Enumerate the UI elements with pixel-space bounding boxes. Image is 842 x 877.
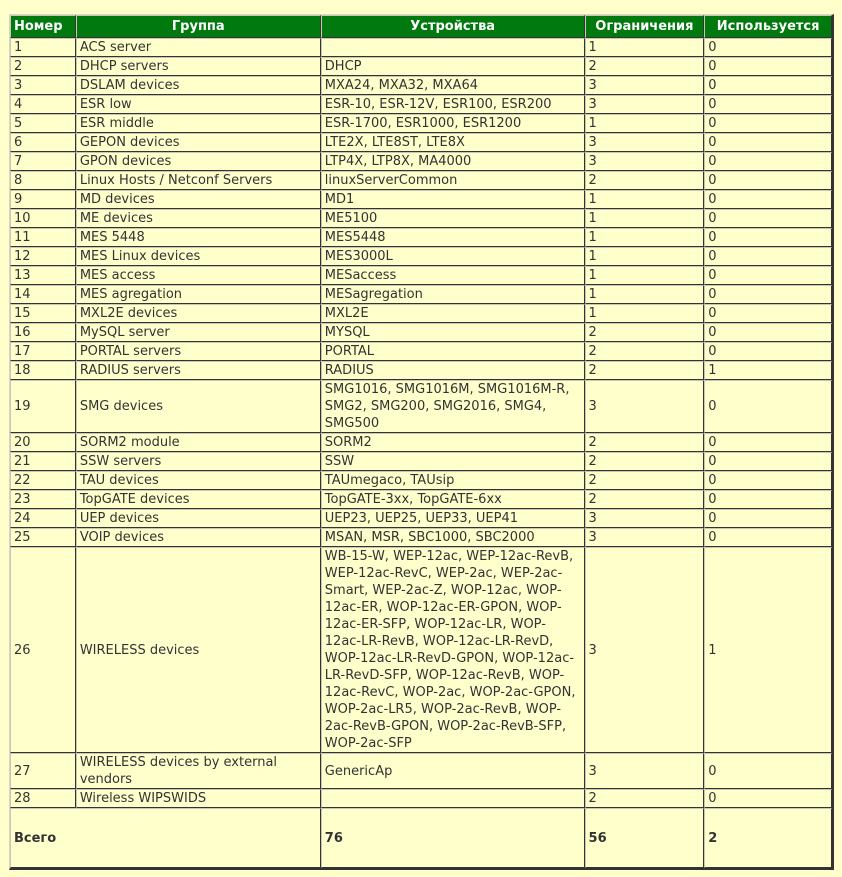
cell-number: 7 (10, 152, 76, 171)
license-groups-table (9, 14, 834, 870)
cell-used: 0 (704, 95, 832, 114)
total-used: 2 (704, 808, 832, 868)
table-row (10, 323, 832, 342)
cell-used: 0 (704, 509, 832, 528)
cell-group: MES access (76, 266, 321, 285)
table-row (10, 452, 832, 471)
cell-limits: 1 (585, 114, 705, 133)
cell-group: WIRELESS devices by external vendors (76, 753, 321, 789)
cell-group: GPON devices (76, 152, 321, 171)
cell-used: 1 (704, 361, 832, 380)
cell-limits: 3 (585, 95, 705, 114)
table-row (10, 285, 832, 304)
cell-number: 8 (10, 171, 76, 190)
cell-devices: ME5100 (321, 209, 585, 228)
cell-number: 12 (10, 247, 76, 266)
cell-limits: 2 (585, 452, 705, 471)
cell-devices: MXL2E (321, 304, 585, 323)
cell-limits: 1 (585, 38, 705, 57)
cell-group: ACS server (76, 38, 321, 57)
table-row (10, 76, 832, 95)
total-label: Всего (10, 808, 321, 868)
cell-group: SMG devices (76, 380, 321, 433)
cell-devices: PORTAL (321, 342, 585, 361)
header-devices: Устройства (321, 15, 585, 38)
cell-group: SSW servers (76, 452, 321, 471)
total-devices: 76 (321, 808, 585, 868)
cell-number: 3 (10, 76, 76, 95)
cell-number: 17 (10, 342, 76, 361)
cell-used: 0 (704, 789, 832, 808)
cell-devices (321, 38, 585, 57)
cell-limits: 2 (585, 323, 705, 342)
cell-devices: WB-15-W, WEP-12ac, WEP-12ac-RevB, WEP-12ac-RevC, WEP-2ac, WEP-2ac-Smart, WEP-2ac-Z, WOP-12ac, WOP-12ac-ER, WOP-12ac-ER-GPON, WOP-12ac-ER-SFP, WOP-12ac-LR, WOP-12ac-LR-RevB, WOP-12ac-LR-RevD, WOP-12ac-LR-RevD-GPON, WOP-12ac-LR-RevD-SFP, WOP-12ac-RevB, WOP-12ac-RevC, WOP-2ac, WOP-2ac-GPON, WOP-2ac-LR5, WOP-2ac-RevB, WOP-2ac-RevB-GPON, WOP-2ac-RevB-SFP, WOP-2ac-SFP (321, 547, 585, 753)
cell-group: GEPON devices (76, 133, 321, 152)
cell-number: 21 (10, 452, 76, 471)
cell-devices: RADIUS (321, 361, 585, 380)
cell-number: 16 (10, 323, 76, 342)
cell-limits: 1 (585, 304, 705, 323)
cell-devices: SORM2 (321, 433, 585, 452)
cell-used: 0 (704, 342, 832, 361)
cell-limits: 3 (585, 753, 705, 789)
cell-group: PORTAL servers (76, 342, 321, 361)
cell-limits: 3 (585, 547, 705, 753)
header-used: Используется (704, 15, 832, 38)
cell-limits: 2 (585, 57, 705, 76)
cell-used: 0 (704, 285, 832, 304)
cell-number: 6 (10, 133, 76, 152)
table-body (10, 38, 832, 808)
table-row (10, 433, 832, 452)
cell-number: 1 (10, 38, 76, 57)
cell-devices: LTP4X, LTP8X, MA4000 (321, 152, 585, 171)
table-row (10, 152, 832, 171)
cell-limits: 2 (585, 490, 705, 509)
cell-number: 20 (10, 433, 76, 452)
cell-limits: 1 (585, 190, 705, 209)
cell-group: TopGATE devices (76, 490, 321, 509)
cell-used: 1 (704, 547, 832, 753)
table-row (10, 789, 832, 808)
cell-used: 0 (704, 528, 832, 547)
cell-number: 13 (10, 266, 76, 285)
cell-number: 26 (10, 547, 76, 753)
cell-group: Wireless WIPSWIDS (76, 789, 321, 808)
cell-number: 24 (10, 509, 76, 528)
cell-group: RADIUS servers (76, 361, 321, 380)
cell-used: 0 (704, 247, 832, 266)
cell-devices: ESR-10, ESR-12V, ESR100, ESR200 (321, 95, 585, 114)
cell-devices: MD1 (321, 190, 585, 209)
cell-group: VOIP devices (76, 528, 321, 547)
table-row (10, 547, 832, 753)
cell-limits: 2 (585, 433, 705, 452)
cell-used: 0 (704, 266, 832, 285)
cell-devices: MESagregation (321, 285, 585, 304)
cell-used: 0 (704, 152, 832, 171)
cell-limits: 2 (585, 171, 705, 190)
table-row (10, 171, 832, 190)
cell-used: 0 (704, 490, 832, 509)
cell-group: MD devices (76, 190, 321, 209)
cell-used: 0 (704, 433, 832, 452)
cell-used: 0 (704, 171, 832, 190)
cell-number: 11 (10, 228, 76, 247)
cell-number: 18 (10, 361, 76, 380)
header-group: Группа (76, 15, 321, 38)
cell-group: ME devices (76, 209, 321, 228)
cell-group: DHCP servers (76, 57, 321, 76)
cell-used: 0 (704, 228, 832, 247)
header-limits: Ограничения (585, 15, 705, 38)
cell-devices: GenericAp (321, 753, 585, 789)
table-row (10, 190, 832, 209)
cell-devices: LTE2X, LTE8ST, LTE8X (321, 133, 585, 152)
table-row (10, 380, 832, 433)
cell-number: 5 (10, 114, 76, 133)
table-row (10, 114, 832, 133)
cell-group: MES 5448 (76, 228, 321, 247)
cell-used: 0 (704, 190, 832, 209)
cell-limits: 3 (585, 76, 705, 95)
cell-number: 4 (10, 95, 76, 114)
license-groups-panel (9, 14, 834, 870)
cell-devices: SSW (321, 452, 585, 471)
cell-used: 0 (704, 471, 832, 490)
table-row (10, 471, 832, 490)
cell-number: 23 (10, 490, 76, 509)
cell-limits: 3 (585, 152, 705, 171)
table-row (10, 304, 832, 323)
cell-devices: TopGATE-3xx, TopGATE-6xx (321, 490, 585, 509)
cell-devices: MSAN, MSR, SBC1000, SBC2000 (321, 528, 585, 547)
cell-number: 22 (10, 471, 76, 490)
cell-limits: 3 (585, 380, 705, 433)
total-row (10, 808, 832, 868)
cell-devices: TAUmegaco, TAUsip (321, 471, 585, 490)
cell-used: 0 (704, 38, 832, 57)
cell-used: 0 (704, 57, 832, 76)
cell-used: 0 (704, 304, 832, 323)
cell-group: TAU devices (76, 471, 321, 490)
cell-limits: 2 (585, 342, 705, 361)
cell-used: 0 (704, 753, 832, 789)
cell-used: 0 (704, 114, 832, 133)
cell-group: MySQL server (76, 323, 321, 342)
cell-limits: 2 (585, 361, 705, 380)
cell-devices: ESR-1700, ESR1000, ESR1200 (321, 114, 585, 133)
cell-limits: 3 (585, 528, 705, 547)
cell-devices (321, 789, 585, 808)
cell-devices: MXA24, MXA32, MXA64 (321, 76, 585, 95)
cell-group: MES agregation (76, 285, 321, 304)
cell-number: 9 (10, 190, 76, 209)
cell-used: 0 (704, 209, 832, 228)
table-row (10, 57, 832, 76)
cell-group: WIRELESS devices (76, 547, 321, 753)
cell-limits: 1 (585, 209, 705, 228)
cell-group: MXL2E devices (76, 304, 321, 323)
cell-limits: 1 (585, 266, 705, 285)
cell-devices: SMG1016, SMG1016M, SMG1016M-R, SMG2, SMG200, SMG2016, SMG4, SMG500 (321, 380, 585, 433)
cell-limits: 3 (585, 509, 705, 528)
table-row (10, 133, 832, 152)
cell-devices: MES5448 (321, 228, 585, 247)
table-header-row (10, 15, 832, 38)
header-number: Номер (10, 15, 76, 38)
cell-group: ESR low (76, 95, 321, 114)
table-row (10, 342, 832, 361)
cell-devices: UEP23, UEP25, UEP33, UEP41 (321, 509, 585, 528)
table-row (10, 490, 832, 509)
table-row (10, 528, 832, 547)
table-row (10, 361, 832, 380)
cell-limits: 1 (585, 228, 705, 247)
cell-number: 14 (10, 285, 76, 304)
cell-number: 2 (10, 57, 76, 76)
cell-group: UEP devices (76, 509, 321, 528)
cell-limits: 2 (585, 789, 705, 808)
cell-limits: 2 (585, 471, 705, 490)
cell-group: DSLAM devices (76, 76, 321, 95)
table-row (10, 753, 832, 789)
table-row (10, 95, 832, 114)
cell-number: 15 (10, 304, 76, 323)
cell-used: 0 (704, 323, 832, 342)
cell-number: 28 (10, 789, 76, 808)
total-limits: 56 (585, 808, 705, 868)
table-row (10, 228, 832, 247)
cell-devices: linuxServerCommon (321, 171, 585, 190)
cell-devices: DHCP (321, 57, 585, 76)
cell-used: 0 (704, 380, 832, 433)
cell-devices: MESaccess (321, 266, 585, 285)
cell-number: 27 (10, 753, 76, 789)
cell-number: 19 (10, 380, 76, 433)
cell-group: MES Linux devices (76, 247, 321, 266)
cell-used: 0 (704, 76, 832, 95)
cell-group: ESR middle (76, 114, 321, 133)
cell-devices: MYSQL (321, 323, 585, 342)
cell-used: 0 (704, 452, 832, 471)
cell-limits: 1 (585, 285, 705, 304)
cell-devices: MES3000L (321, 247, 585, 266)
table-row (10, 509, 832, 528)
cell-limits: 3 (585, 133, 705, 152)
cell-limits: 1 (585, 247, 705, 266)
cell-group: SORM2 module (76, 433, 321, 452)
cell-used: 0 (704, 133, 832, 152)
table-row (10, 266, 832, 285)
cell-number: 10 (10, 209, 76, 228)
table-row (10, 38, 832, 57)
table-row (10, 247, 832, 266)
cell-number: 25 (10, 528, 76, 547)
table-row (10, 209, 832, 228)
cell-group: Linux Hosts / Netconf Servers (76, 171, 321, 190)
